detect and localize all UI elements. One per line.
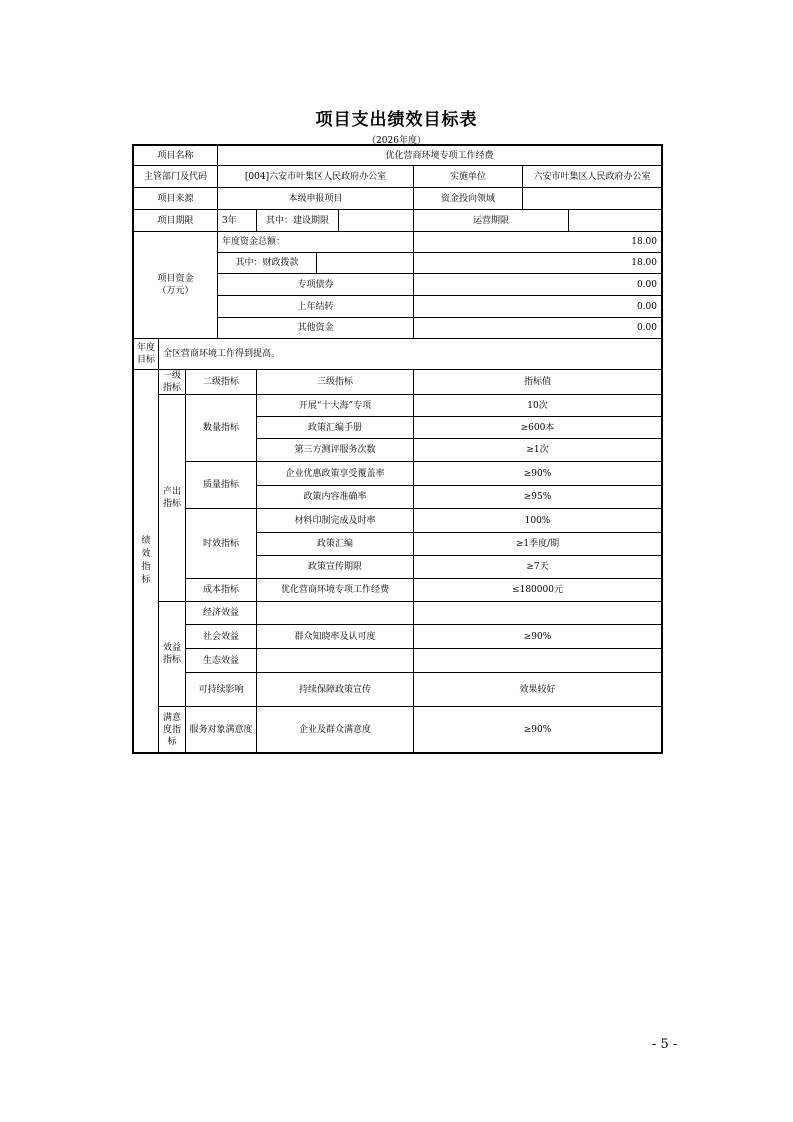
- invest-value: [522, 187, 662, 210]
- indicator-name: 开展“十大海”专项: [256, 394, 414, 417]
- annual-goal-value: 全区营商环境工作得到提高。: [158, 338, 662, 370]
- indicator-value: ≥90%: [413, 706, 662, 753]
- indicator-name: [256, 648, 414, 673]
- time-indicator: 时效指标: [185, 508, 257, 579]
- invest-label: 资金投向领域: [413, 187, 523, 210]
- funds-row-label: 其他资金: [217, 317, 414, 339]
- funds-row-value: 18.00: [413, 252, 662, 274]
- indicator-value: ≥600本: [413, 416, 662, 439]
- indicator-value: 效果较好: [413, 672, 662, 707]
- construction-label: 其中：建设期限: [256, 209, 339, 232]
- page-number: - 5 -: [652, 1037, 678, 1052]
- indicator-name: [256, 601, 414, 625]
- indicator-value: ≥7天: [413, 555, 662, 579]
- funds-row-spacer: [316, 252, 414, 274]
- dept-label: 主管部门及代码: [133, 165, 218, 188]
- output-indicator-label: 产出 指标: [158, 394, 186, 602]
- economic-benefit: 经济效益: [185, 601, 257, 625]
- sustainable-impact: 可持续影响: [185, 672, 257, 707]
- header-level1: 一级 指标: [158, 369, 186, 395]
- indicator-name: 企业及群众满意度: [256, 706, 414, 753]
- indicator-name: 企业优惠政策享受覆盖率: [256, 461, 414, 486]
- funds-row-label: 上年结转: [217, 295, 414, 318]
- indicator-name: 持续保障政策宣传: [256, 672, 414, 707]
- source-label: 项目来源: [133, 187, 218, 210]
- funds-row-value: 18.00: [413, 231, 662, 253]
- service-satisfaction: 服务对象满意度: [185, 706, 257, 753]
- benefit-indicator-label: 效益 指标: [158, 601, 186, 707]
- operation-value: [568, 209, 662, 232]
- quality-indicator: 质量指标: [185, 461, 257, 509]
- indicator-value: 10次: [413, 394, 662, 417]
- annual-goal-label: 年度 目标: [133, 338, 159, 370]
- indicator-name: 政策汇编: [256, 532, 414, 556]
- ecological-benefit: 生态效益: [185, 648, 257, 673]
- funds-row-label: 年度资金总额：: [217, 231, 414, 253]
- operation-label: 运营期限: [413, 209, 569, 232]
- quantity-indicator: 数量指标: [185, 394, 257, 462]
- indicator-value: 100%: [413, 508, 662, 533]
- funds-row-label: 专项债券: [217, 273, 414, 296]
- funds-row-value: 0.00: [413, 295, 662, 318]
- indicator-name: 政策内容准确率: [256, 485, 414, 509]
- source-value: 本级申报项目: [217, 187, 414, 210]
- satisfaction-indicator-label: 满意 度指 标: [158, 706, 186, 753]
- indicator-value: ≤180000元: [413, 578, 662, 602]
- indicator-value: ≥1次: [413, 438, 662, 462]
- cost-indicator: 成本指标: [185, 578, 257, 602]
- header-level2: 二级指标: [185, 369, 257, 395]
- indicator-name: 政策宣传期限: [256, 555, 414, 579]
- indicator-value: ≥95%: [413, 485, 662, 509]
- project-name-value: 优化营商环境专项工作经费: [217, 145, 662, 166]
- indicator-value: ≥90%: [413, 461, 662, 486]
- funds-label: 项目资金 （万元）: [133, 231, 218, 339]
- header-value: 指标值: [413, 369, 662, 395]
- funds-row-value: 0.00: [413, 317, 662, 339]
- perf-label: 绩 效 指 标: [133, 369, 159, 753]
- funds-row-label: 其中：财政拨款: [217, 252, 317, 274]
- indicator-value: [413, 601, 662, 625]
- page-title: 项目支出绩效目标表: [315, 110, 478, 130]
- project-name-label: 项目名称: [133, 145, 218, 166]
- social-benefit: 社会效益: [185, 624, 257, 649]
- period-value: 3年: [217, 209, 257, 232]
- indicator-value: [413, 648, 662, 673]
- indicator-value: ≥1季度/期: [413, 532, 662, 556]
- impl-value: 六安市叶集区人民政府办公室: [522, 165, 662, 188]
- dept-value: [004]六安市叶集区人民政府办公室: [217, 165, 414, 188]
- indicator-name: 政策汇编手册: [256, 416, 414, 439]
- period-label: 项目期限: [133, 209, 218, 232]
- indicator-name: 优化营商环境专项工作经费: [256, 578, 414, 602]
- indicator-value: ≥90%: [413, 624, 662, 649]
- indicator-name: 第三方测评服务次数: [256, 438, 414, 462]
- indicator-name: 群众知晓率及认可度: [256, 624, 414, 649]
- funds-row-value: 0.00: [413, 273, 662, 296]
- year-subtitle: （2026年度）: [367, 136, 426, 146]
- header-level3: 三级指标: [256, 369, 414, 395]
- indicator-name: 材料印制完成及时率: [256, 508, 414, 533]
- construction-value: [338, 209, 414, 232]
- impl-label: 实施单位: [413, 165, 523, 188]
